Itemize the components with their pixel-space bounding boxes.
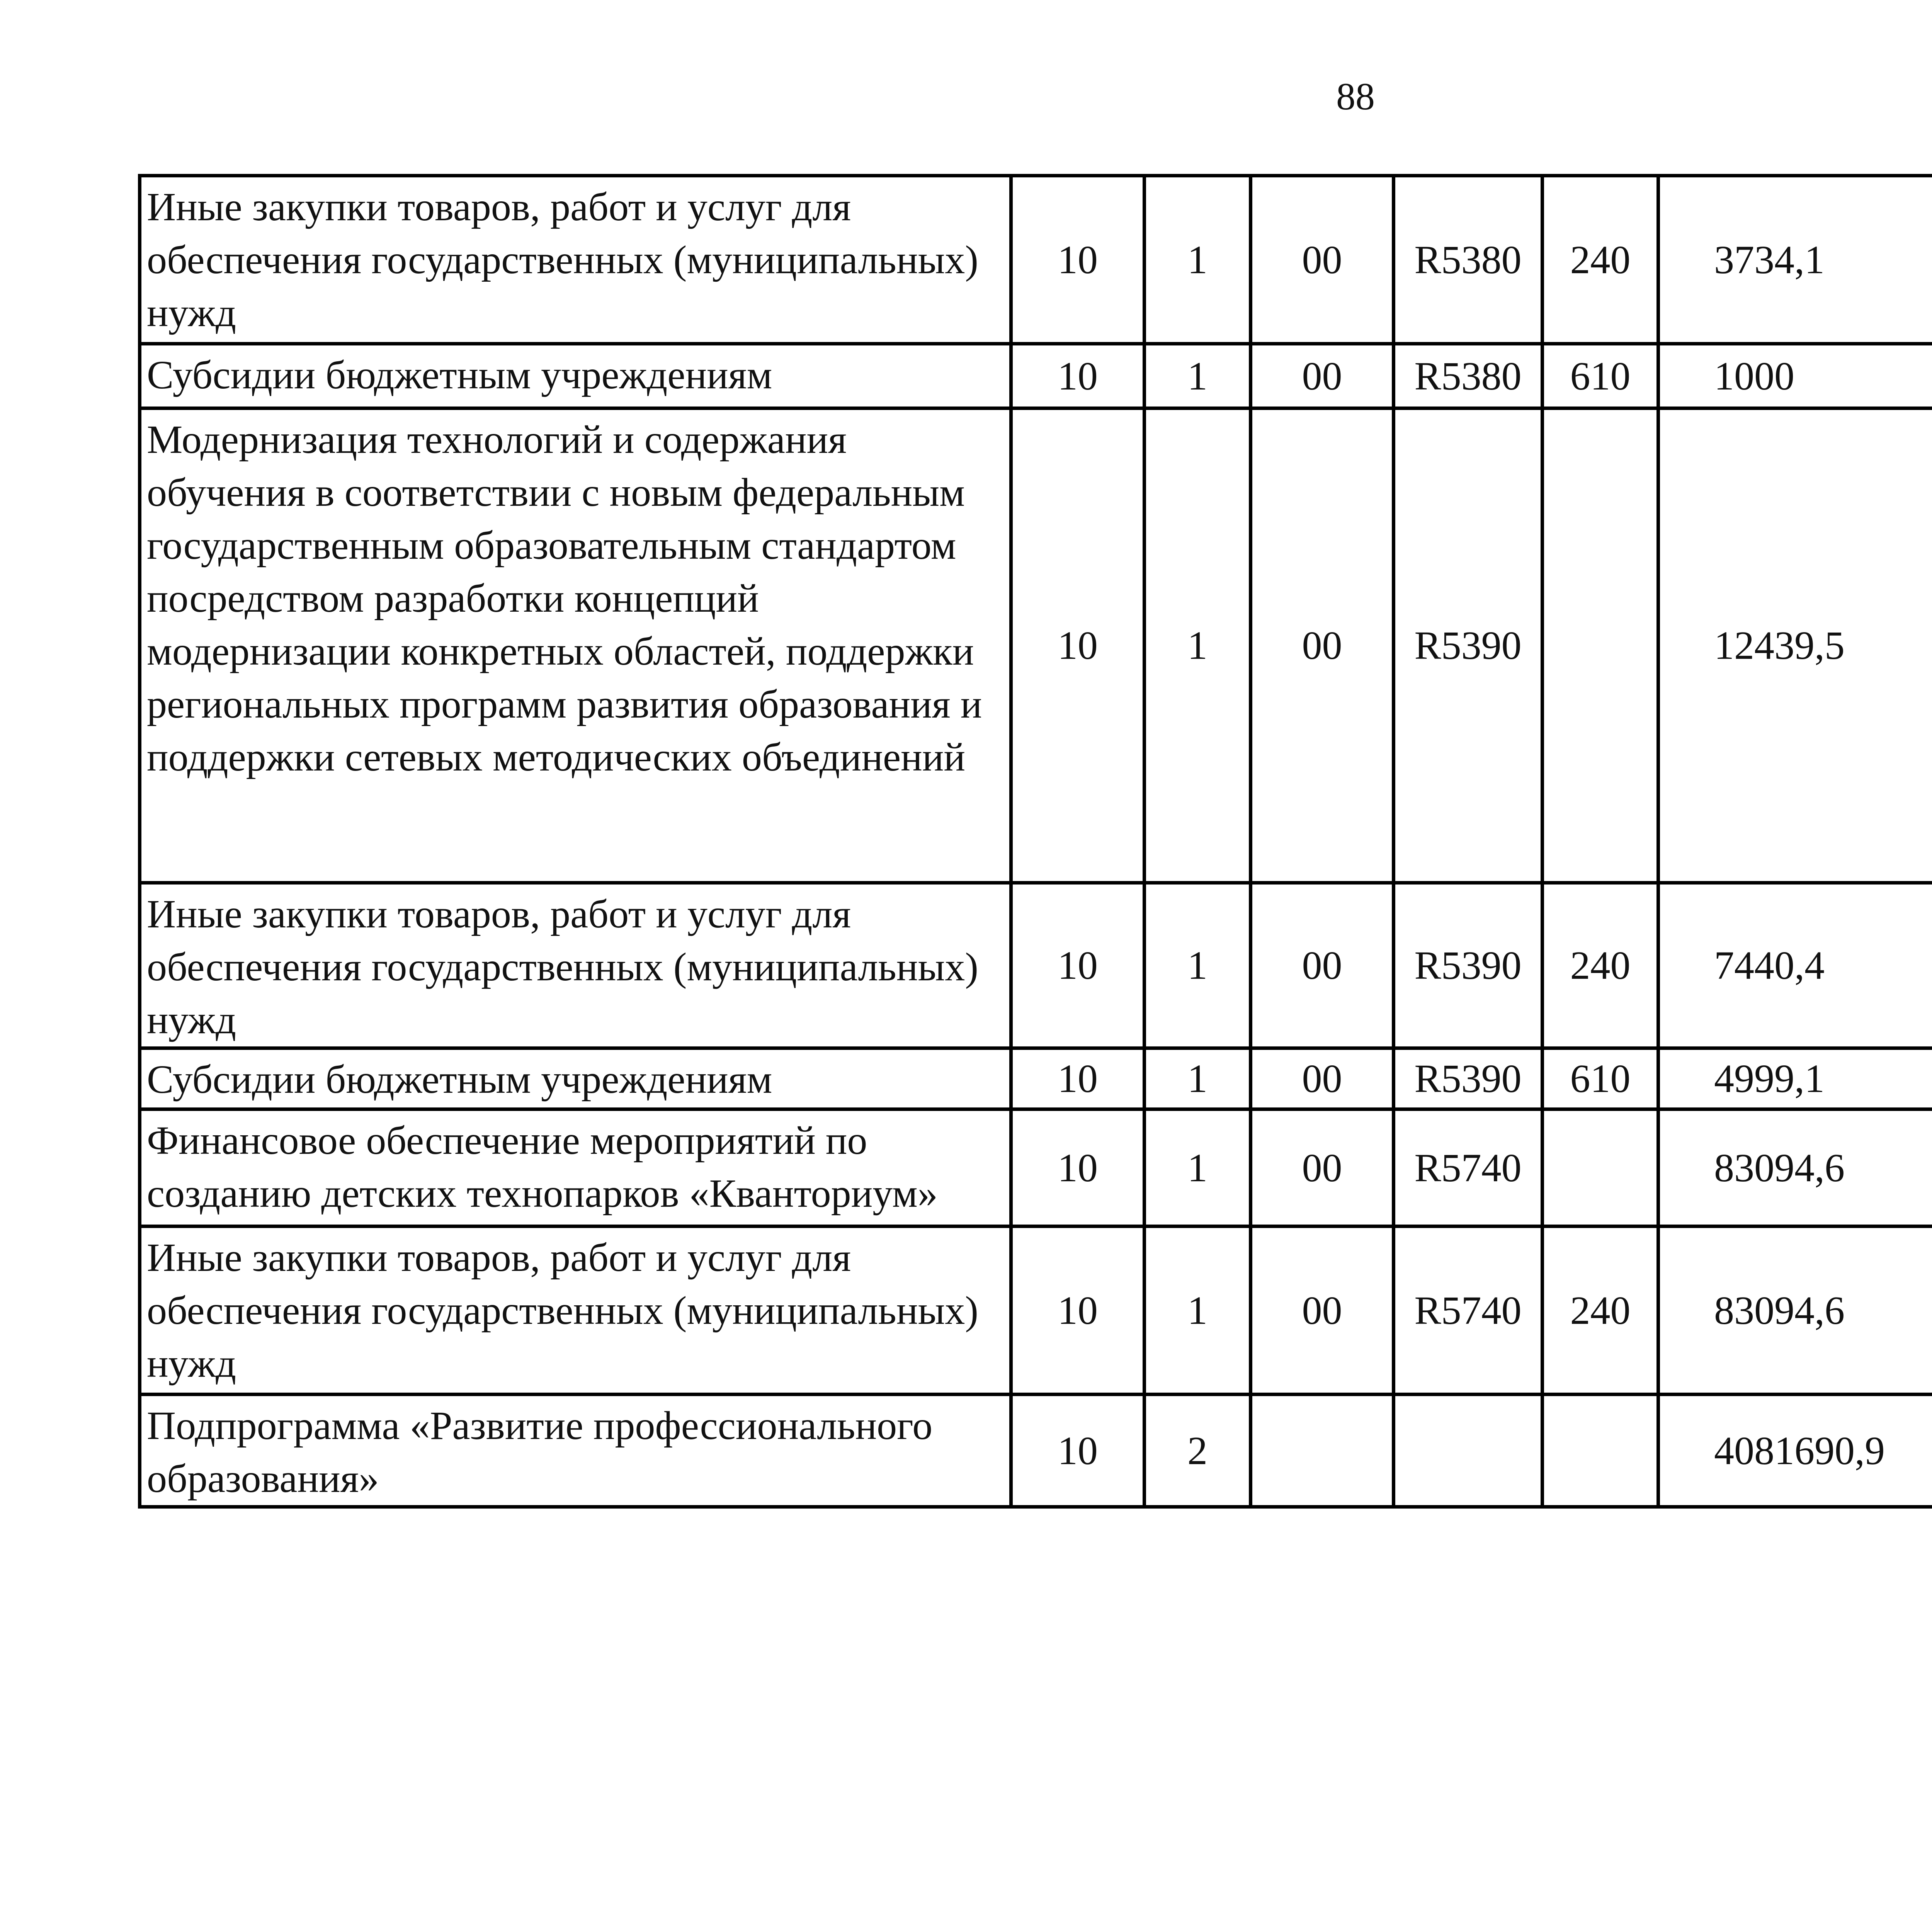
amount-1: 3734,1 (1658, 176, 1932, 344)
expense-type-code (1543, 408, 1658, 883)
target-code: R5390 (1394, 408, 1543, 883)
table-row (140, 344, 1932, 408)
table-row (140, 883, 1932, 1048)
amount-1: 7440,4 (1658, 883, 1932, 1048)
section-code: 10 (1011, 408, 1145, 883)
target-code: R5390 (1394, 883, 1543, 1048)
section-code: 10 (1011, 176, 1145, 344)
row-description: Иные закупки товаров, работ и услуг для обеспечения государственных (муниципальных) нужд (140, 1226, 1011, 1395)
subsection-code: 1 (1145, 176, 1251, 344)
subsection-code: 2 (1145, 1395, 1251, 1507)
program-code: 00 (1251, 1226, 1394, 1395)
section-code: 10 (1011, 1226, 1145, 1395)
amount-1: 83094,6 (1658, 1109, 1932, 1226)
section-code: 10 (1011, 1109, 1145, 1226)
subsection-code: 1 (1145, 1226, 1251, 1395)
subsection-code: 1 (1145, 344, 1251, 408)
table-row (140, 408, 1932, 883)
subsection-code: 1 (1145, 883, 1251, 1048)
row-description: Иные закупки товаров, работ и услуг для обеспечения государственных (муниципальных) нужд (140, 176, 1011, 344)
section-code: 10 (1011, 883, 1145, 1048)
subsection-code: 1 (1145, 1109, 1251, 1226)
target-code: R5380 (1394, 176, 1543, 344)
table-row (140, 1226, 1932, 1395)
amount-1: 1000 (1658, 344, 1932, 408)
amount-1: 4081690,9 (1658, 1395, 1932, 1507)
row-description: Субсидии бюджетным учреждениям (140, 344, 1011, 408)
program-code: 00 (1251, 1109, 1394, 1226)
row-description: Субсидии бюджетным учреждениям (140, 1048, 1011, 1109)
target-code: R5390 (1394, 1048, 1543, 1109)
target-code: R5740 (1394, 1109, 1543, 1226)
program-code (1251, 1395, 1394, 1507)
table-row (140, 1395, 1932, 1507)
page-number: 88 (1336, 75, 1375, 118)
row-description: Финансовое обеспечение мероприятий по созданию детских технопарков «Кванториум» (140, 1109, 1011, 1226)
table-row (140, 1048, 1932, 1109)
expense-type-code: 240 (1543, 176, 1658, 344)
row-description: Подпрограмма «Развитие профессионального образования» (140, 1395, 1011, 1507)
amount-1: 4999,1 (1658, 1048, 1932, 1109)
row-description: Иные закупки товаров, работ и услуг для обеспечения государственных (муниципальных) нужд (140, 883, 1011, 1048)
target-code: R5380 (1394, 344, 1543, 408)
program-code: 00 (1251, 408, 1394, 883)
expense-type-code: 240 (1543, 883, 1658, 1048)
amount-1: 83094,6 (1658, 1226, 1932, 1395)
program-code: 00 (1251, 176, 1394, 344)
subsection-code: 1 (1145, 408, 1251, 883)
table-row (140, 1109, 1932, 1226)
section-code: 10 (1011, 344, 1145, 408)
program-code: 00 (1251, 883, 1394, 1048)
expense-type-code (1543, 1109, 1658, 1226)
amount-1: 12439,5 (1658, 408, 1932, 883)
expense-type-code: 240 (1543, 1226, 1658, 1395)
subsection-code: 1 (1145, 1048, 1251, 1109)
target-code: R5740 (1394, 1226, 1543, 1395)
expense-type-code: 610 (1543, 1048, 1658, 1109)
target-code (1394, 1395, 1543, 1507)
program-code: 00 (1251, 1048, 1394, 1109)
program-code: 00 (1251, 344, 1394, 408)
section-code: 10 (1011, 1395, 1145, 1507)
row-description: Модернизация технологий и содержания обучения в соответствии с новым федеральным государственным образовательным стандартом посредством разработки концепций модернизации конкретных областей, поддержки региональных программ развития образования и поддержки сетевых методических объединений (140, 408, 1011, 883)
expense-type-code (1543, 1395, 1658, 1507)
section-code: 10 (1011, 1048, 1145, 1109)
budget-table (138, 174, 1932, 1509)
expense-type-code: 610 (1543, 344, 1658, 408)
table-row (140, 176, 1932, 344)
